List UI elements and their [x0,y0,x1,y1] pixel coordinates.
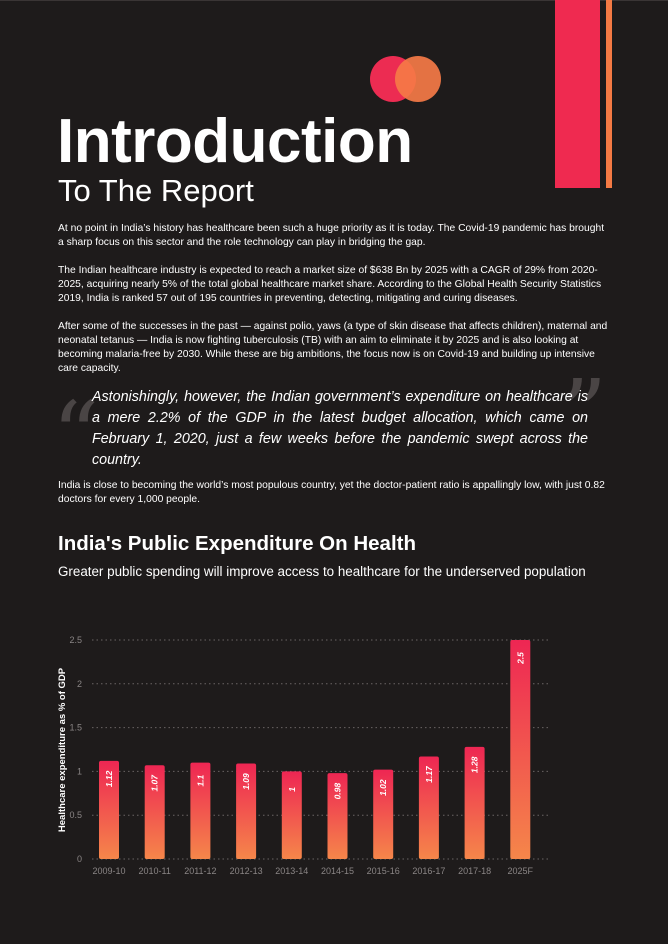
bar-value-label: 1.12 [104,770,114,788]
expenditure-bar-chart [0,620,668,890]
decorative-stripe-red [555,0,600,188]
intro-paragraph-1: At no point in India’s history has healthcare been such a huge priority as it is today. The Covid-19 pandemic has brought a sharp focus on this sector and the role technology can play in bridging the gap. [58,223,605,248]
page-title: Introduction [57,107,413,176]
pull-quote: Astonishingly, however, the Indian government’s expenditure on healthcare is a mere 2.2% of the GDP in the latest budget allocation, which came on February 1, 2020, just a few weeks before the pandemic swept across the country. [92,389,588,468]
logo-circle-orange [395,56,441,102]
y-tick-label: 2.5 [69,635,82,645]
section-subtitle: Greater public spending will improve access to healthcare for the underserved population [58,564,586,579]
x-tick-label: 2010-11 [138,866,171,876]
y-tick-label: 0 [76,854,82,864]
x-tick-label: 2025F [507,866,534,876]
y-tick-label: 1 [76,766,82,777]
y-tick-label: 1.5 [69,722,82,733]
decorative-stripe-orange [606,0,612,188]
intro-paragraph-3: After some of the successes in the past — against polio, yaws (a type of skin disease that affects children), maternal and neonatal tetanus — India is now fighting tuberculosis (TB) with an aim to eliminate it by 2025 and is also looking at becoming malaria-free by 2030. While these are big ambitions, the focus now is on Covid-19 and building up intensive care capacity. [58,321,608,374]
x-tick-label: 2017-18 [458,866,492,876]
bar-value-label: 1.17 [423,766,434,783]
bar-value-label: 1.02 [378,779,389,796]
y-tick-label: 0.5 [69,810,82,821]
bar-value-label: 1.28 [469,756,480,774]
close-quote-icon: ” [560,360,608,467]
x-tick-label: 2014-15 [320,866,355,876]
x-tick-label: 2013-14 [275,866,309,876]
y-tick-label: 2 [76,678,82,689]
page-subtitle: To The Report [58,173,254,208]
bar-value-label: 1.07 [149,774,160,792]
x-tick-label: 2015-16 [366,866,400,876]
open-quote-icon: “ [52,382,100,489]
bar-value-label: 2.5 [515,652,526,664]
x-tick-label: 2012-13 [229,866,263,876]
intro-paragraph-4: India is close to becoming the world’s most populous country, yet the doctor-patient ratio is appallingly low, with just 0.82 doctors for every 1,000 people. [58,480,605,505]
bar-value-label: 1 [286,787,297,792]
x-tick-label: 2011-12 [184,866,217,876]
bar-2013-14 [282,771,302,859]
y-axis-label: Healthcare expenditure as % of GDP [57,667,68,833]
intro-paragraph-2: The Indian healthcare industry is expected to reach a market size of $638 Bn by 2025 with a CAGR of 29% from 2020-2025, acquiring nearly 5% of the total global healthcare market share. According to the Global Health Security Statistics 2019, India is ranked 57 out of 195 countries in preventing, detecting, mitigating and curing diseases. [58,265,602,304]
section-title: India's Public Expenditure On Health [58,532,416,555]
bar-2025F [510,640,530,859]
bar-value-label: 1.1 [195,774,206,787]
brand-logo-icon [370,56,442,102]
bar-value-label: 0.98 [332,782,343,800]
x-tick-label: 2016-17 [412,866,446,876]
chart-bars [99,640,530,859]
bar-value-label: 1.09 [241,773,252,790]
x-tick-label: 2009-10 [92,866,126,876]
